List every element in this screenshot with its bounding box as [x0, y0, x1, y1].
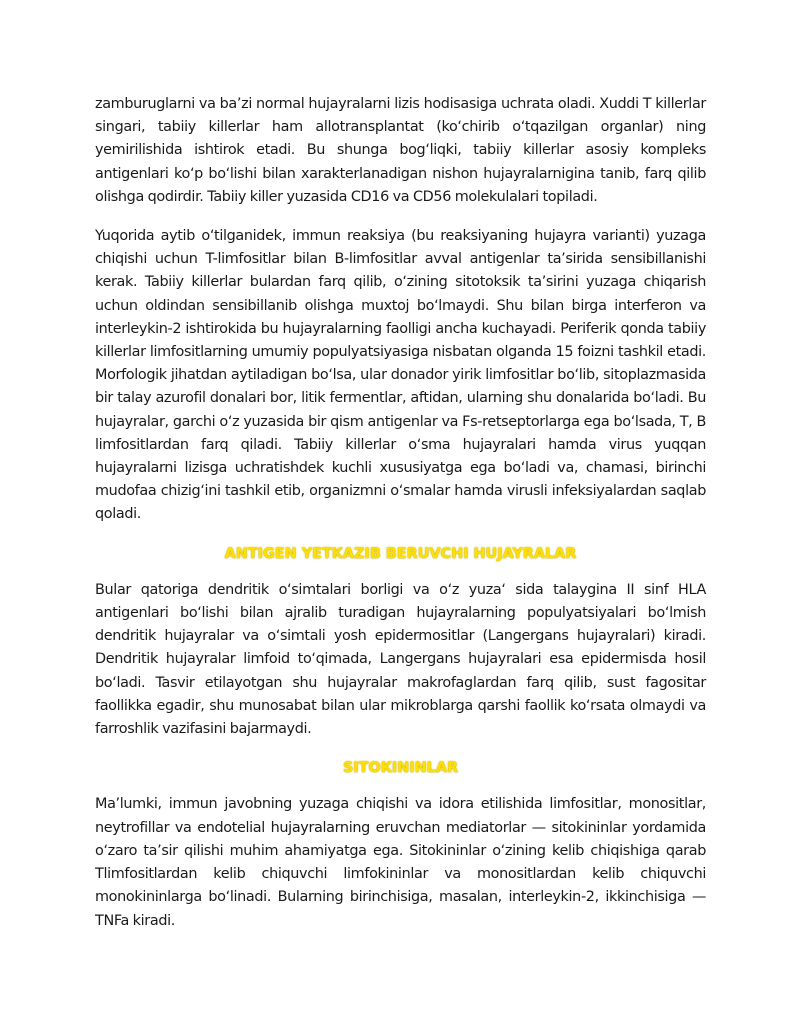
paragraph-cytokines: Ma’lumki, immun javobning yuzaga chiqishi va idora etilishida limfositlar, monositlar, neytrofillar va endotelial hujayralarning eruvchan mediatorlar — sitokininlar yordamida o‘zaro ta’sir qilishi muhim ahamiyatga ega. Sitokininlar o‘zining kelib chiqishiga qarab Tlimfositlardan kelib chiquvchi limfokininlar va monositlardan kelib chiquvchi monokininlarga bo‘linadi. Bularning birinchisiga, masalan, interleykin-2, ikkinchisiga — TNFa kiradi.	[95, 796, 706, 929]
paragraph-nk-sensitization: Yuqorida aytib o‘tilganidek, immun reaksiya (bu reaksiyaning hujayra varianti) yuzaga chiqishi uchun T-limfositlar bilan B-limfositlar avval antigenlar ta’sirida sensibillanishi kerak. Tabiiy killerlar bulardan farq qilib, o‘zining sitotoksik ta’sirini yuzaga chiqarish uchun oldindan sensibillanib olishga muxtoj bo‘lmaydi. Shu bilan birga interferon va interleykin-2 ishtirokida bu hujayralarning faolligi ancha kuchayadi. Periferik qonda tabiiy killerlar limfositlarning umumiy populyatsiyasiga nisbatan olganda 15 foizni tashkil etadi. Morfologik jihatdan aytiladigan bo‘lsa, ular donador yirik limfositlar bo‘lib, sitoplazmasida bir talay azurofil donalari bor, litik fermentlar, aftidan, ularning shu donalarida bo‘ladi. Bu hujayralar, garchi o‘z yuzasida bir qism antigenlar va Fs-retseptorlarga ega bo‘lsada, T, B limfositlardan farq qiladi. Tabiiy killerlar o‘sma hujayralari hamda virus yuqqan hujayralarni lizisga uchratishdek kuchli xususiyatga ega bo‘ladi va, chamasi, birinchi mudofaa chizig‘ini tashkil etib, organizmni o‘smalar hamda virusli infeksiyalardan saqlab qoladi.	[95, 228, 706, 523]
document-page	[95, 93, 706, 949]
paragraph-nk-lysis: zamburuglarni va ba’zi normal hujayralarni lizis hodisasiga uchrata oladi. Xuddi T killerlar singari, tabiiy killerlar ham allotransplantat (ko‘chirib o‘tqazilgan organlar) ning yemirilishida ishtirok etadi. Bu shunga bog‘liqki, tabiiy killerlar asosiy kompleks antigenlari ko‘p bo‘lishi bilan xarakterlanadigan nishon hujayralarnigina tanib, farq qilib olishga qodirdir. Tabiiy killer yuzasida CD16 va CD56 molekulalari topiladi.	[95, 96, 706, 205]
paragraph-dendritic-cells: Bular qatoriga dendritik o‘simtalari borligi va o‘z yuza‘ sida talaygina II sinf HLA antigenlari bo‘lishi bilan ajralib turadigan hujayralarning populyatsiyalari bo‘lmish dendritik hujayralar va o‘simtali yosh epidermositlar (Langergans hujayralari) kiradi. Dendritik hujayralar limfoid to‘qimada, Langergans hujayralari esa epidermisda hosil bo‘ladi. Tasvir etilayotgan shu hujayralar makrofaglardan farq qilib, sust fagositar faollikka egadir, shu munosabat bilan ular mikroblarga qarshi faollik ko‘rsata olmaydi va farroshlik vazifasini bajarmaydi.	[95, 581, 706, 738]
section-heading-antigen-presenting-cells: ANTIGEN YETKAZIB BERUVCHI HUJAYRALAR	[224, 545, 577, 562]
section-heading-cytokines: SITOKININLAR	[342, 760, 459, 777]
